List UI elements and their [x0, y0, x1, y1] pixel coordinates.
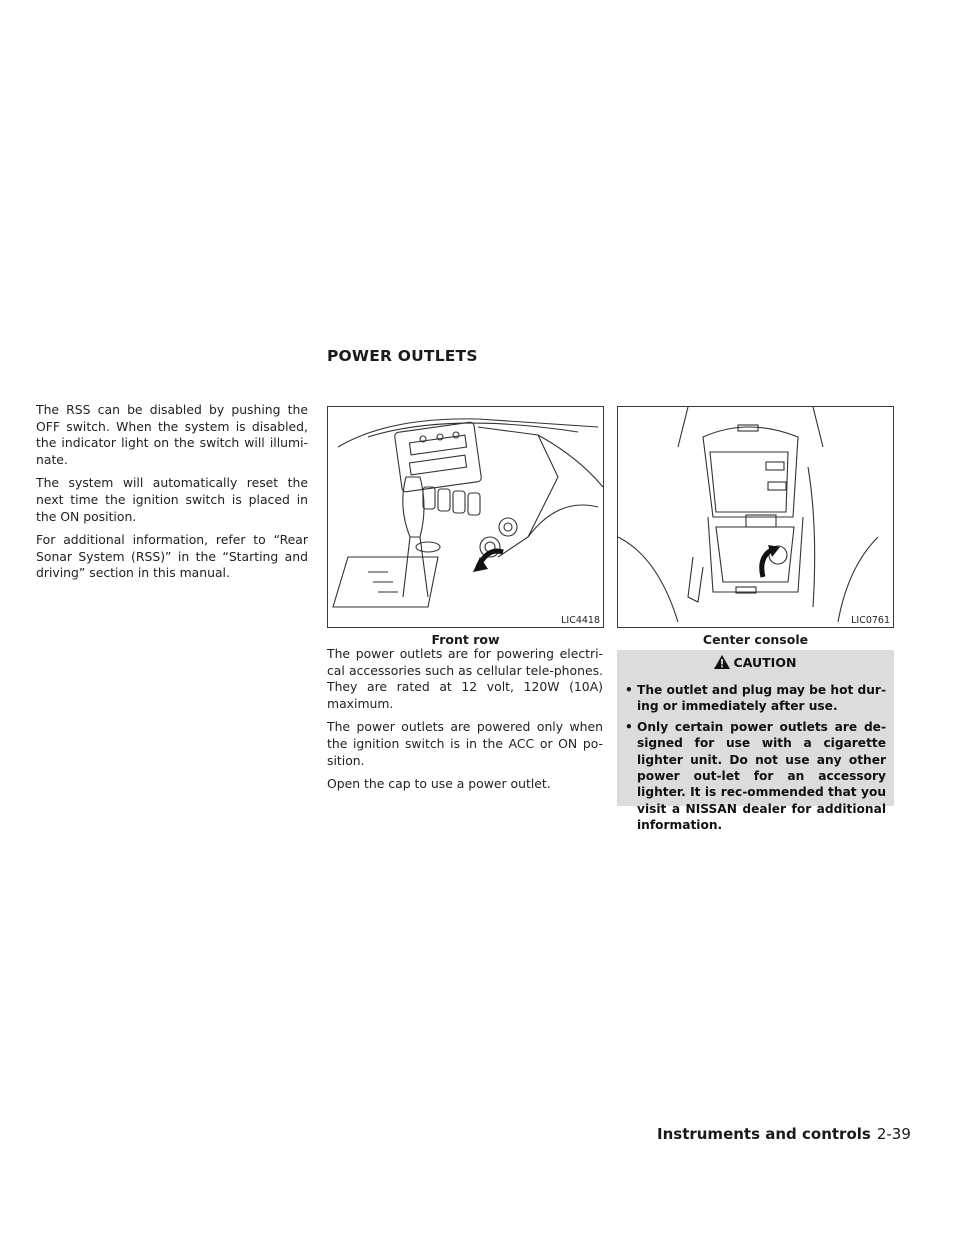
middle-column	[327, 646, 603, 800]
caution-header	[623, 650, 886, 674]
figure-front-row	[327, 406, 604, 628]
paragraph: The system will automatically reset the next time the ignition switch is placed in the ON position.	[36, 475, 308, 524]
center-console-illustration	[618, 407, 894, 628]
section-title: POWER OUTLETS	[327, 347, 478, 365]
figure-code: LIC0761	[851, 615, 890, 626]
bullet: •	[625, 719, 633, 734]
figure-code: LIC4418	[561, 615, 600, 626]
paragraph: Open the cap to use a power outlet.	[327, 776, 551, 792]
left-column	[36, 402, 308, 589]
bullet: •	[625, 683, 633, 697]
paragraph: The RSS can be disabled by pushing the OFF switch. When the system is disabled, the indicator light on the switch will illumi-nate.	[36, 402, 308, 467]
paragraph: For additional information, refer to “Rear Sonar System (RSS)” in the “Starting and driving” section in this manual.	[36, 532, 308, 581]
caution-box	[617, 650, 894, 833]
caution-item: • Only certain power outlets are de-signed for use with a cigarette lighter unit. Do not use any other power out-let for an accessory lighter. It is rec-ommended that you visit a NISSAN dealer for additional information.	[625, 719, 886, 833]
front-row-illustration	[328, 407, 604, 628]
page-number: 2-39	[876, 1125, 911, 1143]
figure-center-console	[617, 406, 894, 628]
paragraph: The power outlets are powered only when the ignition switch is in the ACC or ON po-sition.	[327, 719, 603, 768]
page-footer	[657, 1125, 911, 1143]
caution-item: • The outlet and plug may be hot dur-ing or immediately after use.	[625, 683, 886, 714]
caution-title: CAUTION	[733, 654, 797, 670]
footer-section: Instruments and controls	[657, 1125, 871, 1143]
warning-triangle-icon	[713, 654, 731, 670]
figure-caption: Front row	[431, 632, 500, 647]
figure-caption: Center console	[702, 632, 809, 647]
paragraph: The power outlets are for powering electri-cal accessories such as cellular tele-phones. They are rated at 12 volt, 120W (10A) maximum.	[327, 646, 603, 711]
caution-list	[623, 682, 886, 834]
